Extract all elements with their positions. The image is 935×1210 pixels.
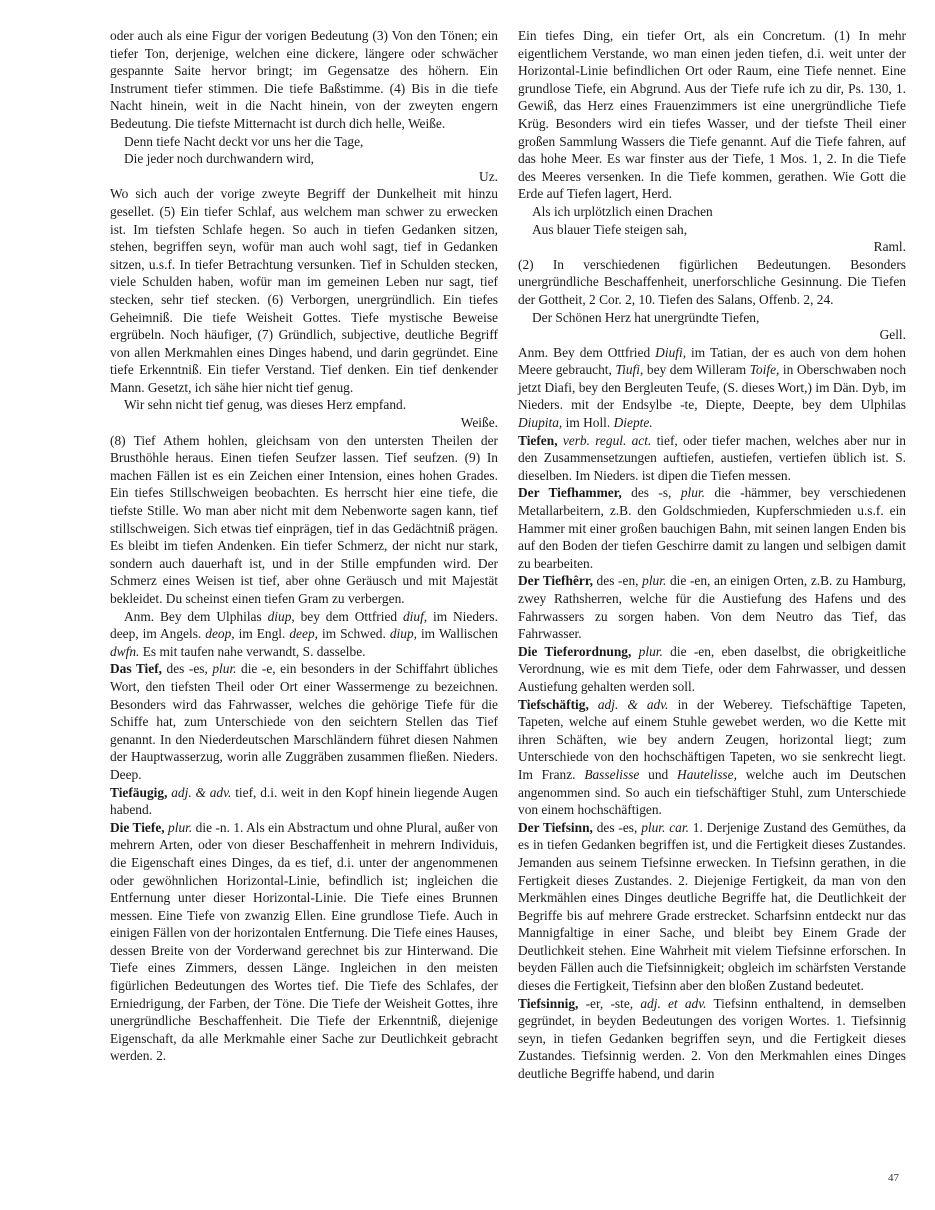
verse-source: Weiße.	[460, 415, 498, 431]
paragraph: Ein tiefes Ding, ein tiefer Ort, als ein Concretum. (1) In mehr eigentlichem Verstande, wo man einen jeden tiefen, d.i. weit unter der Horizontal-Linie befindlichen Ort oder Raum, eine Tiefe nennet. Eine grundlose Tiefe, ein Abgrund. Aus der Tiefe rufe ich zu dir, Ps. 130, 1. Gewiß, das Herz eines Frauenzimmers ist eine unergründliche Tiefe Krüg. Besonders wird ein tiefes Wasser, und der tiefste Theil einer großen Sammlung Wassers die Tiefe genannt. Auf die Tiefe fahren, auf das hohe Meer. Es war finster aus der Tiefe, 1 Mos. 1, 2. In die Tiefe des Meeres versenken. In die Tiefe kommen, gerathen. Wie Gott die Erde auf Tiefen lagert, Herd.	[518, 28, 906, 202]
annotation: Anm. Bey dem Ottfried Diufi, im Tatian, der es auch von dem hohen Meere gebraucht, Tiufi, bey dem Willeram Toife, in Oberschwaben noch jetzt Diafi, bey den Bergleuten Teufe, (S. dieses Wort,) im Dän. Dyb, im Nieders. mit der Endsylbe -te, Diepte, Deepte, bey dem Ulphilas Diupita, im Holl. Diepte.	[518, 344, 907, 431]
paragraph: (2) In verschiedenen figürlichen Bedeutungen. Besonders unergründliche Beschaffenheit, unerforschliche Gesinnung. Die Tiefen der Gottheit, 2 Cor. 2, 10. Tiefen des Salans, Offenb. 2, 24.	[518, 256, 906, 307]
verse-line: Die jeder noch durchwandern wird,	[124, 151, 314, 167]
entry-das-tief: Das Tief, des -es, plur. die -e, ein besonders in der Schiffahrt übliches Wort, den tiefsten Theil oder Ort einer Wassermenge zu bezeichnen. Besonders wird das Fahrwasser, welches die gehörige Tiefe für die Schiffe hat, zum Unterschiede von den seichtern Stellen das Tief genannt. In den Niederdeutschen Marschländern führet diesen Nahmen der Hauptwasserzug, worin alle Zuggräben zusammen fließen. Nieders. Deep.	[110, 661, 498, 782]
entry-tiefsinnig: Tiefsinnig, -er, -ste, adj. et adv. Tiefsinn enthaltend, in demselben gegründet, in beyden Bedeutungen des vorigen Wortes. 1. Tiefsinnig seyn, in tiefen Gedanken begriffen seyn, und die Fertigkeit dieses Zustandes. Tiefsinnig werden. 2. Von den Merkmahlen eines Dinges deutliche Begriffe habend, und darin	[518, 995, 906, 1082]
entry-headword: Das Tief,	[110, 661, 162, 677]
entry-headword: Tiefsinnig,	[518, 995, 579, 1011]
left-column	[110, 27, 498, 1065]
right-column	[518, 27, 906, 1083]
entry-headword: Die Tiefe,	[110, 819, 165, 835]
verse-line: Denn tiefe Nacht deckt vor uns her die Tage,	[124, 133, 364, 149]
verse-line: Wir sehn nicht tief genug, was dieses Herz empfand.	[124, 397, 407, 413]
annotation: Anm. Bey dem Ulphilas diup, bey dem Ottfried diuf, im Nieders. deep, im Angels. deop, im Engl. deep, im Schwed. diup, im Wallischen dwfn. Es mit taufen nahe verwandt, S. dasselbe.	[110, 608, 498, 659]
entry-headword: Tiefäugig,	[110, 784, 168, 800]
entry-headword: Der Tiefhêrr,	[518, 573, 593, 589]
verse-source: Raml.	[873, 239, 906, 255]
entry-tieferordnung: Die Tieferordnung, plur. die -en, eben daselbst, die obrigkeitliche Verordnung, wie es mit dem Tiefe, oder dem Fahrwasser, und dessen Austiefung gehalten werden soll.	[518, 643, 906, 694]
entry-tiefhammer: Der Tiefhammer, des -s, plur. die -hämmer, bey verschiedenen Metallarbeitern, z.B. den Goldschmieden, Kupferschmieden u.s.f. ein Hammer mit einer großen bauchigen Bahn, mit seinen langen Enden bis auf den Boden der tiefen Geschirre damit zu langen und selbigen damit zu bearbeiten.	[518, 485, 906, 571]
entry-tiefschaeftig: Tiefschäftig, adj. & adv. in der Weberey. Tiefschäftige Tapeten, Tapeten, welche auf einem Stuhle gewebet werden, wo die Kette mit ihren Schäften, wie bey andern Zeugen, horizontal liegt; zum Unterschiede von den hochschäftigen Tapeten, wo sie senkrecht liegt. Im Franz. Basselisse und Hautelisse, welche auch im Deutschen angenommen sind. So auch ein tiefschäftiger Stuhl, zum Unterschiede von einem hochschäftigen.	[518, 696, 906, 818]
entry-headword: Der Tiefsinn,	[518, 819, 593, 835]
entry-tiefen: Tiefen, verb. regul. act. tief, oder tiefer machen, welches aber nur in den Zusammensetzungen auftiefen, austiefen, vertiefen üblich ist. S. dieselben. Im Nieders. ist dipen die Tiefen messen.	[518, 432, 906, 483]
entry-headword: Tiefschäftig,	[518, 696, 589, 712]
entry-die-tiefe: Die Tiefe, plur. die -n. 1. Als ein Abstractum und ohne Plural, außer von mehrern Arten, oder von dieser Beschaffenheit in mehrern Individuis, die Eigenschaft eines Dinges, da es tief, d.i. unter der angenommenen oder gewöhnlichen Horizontal-Linie, befindlich ist; ingleichen die Entfernung unter dieser Horizontal-Linie. Die Tiefe eines Brunnen messen. Eine Tiefe von zwanzig Ellen. Eine grundlose Tiefe. Auch in einigen Fällen von der horizontalen Entfernung. Die Tiefe eines Hauses, dessen Breite von der Vorderwand gerechnet bis zur Hinterwand. Die Tiefe eines Zimmers, dessen Länge. Ingleichen in den meisten figürlichen Bedeutungen des Wortes tief. Die Tiefe des Schlafes, der Erniedrigung, der Farben, der Töne. Die Tiefe der Weisheit Gottes, ihre unergründliche Beschaffenheit. Die Tiefe der Erkenntniß, diejenige Eigenschaft, da alle Merkmahle einer Sache zur Deutlichkeit gebracht werden. 2.	[110, 819, 498, 1064]
entry-headword: Die Tieferordnung,	[518, 643, 632, 659]
verse-line: Als ich urplötzlich einen Drachen	[532, 203, 713, 219]
entry-headword: Der Tiefhammer,	[518, 485, 622, 501]
paragraph: Wo sich auch der vorige zweyte Begriff der Dunkelheit mit hinzu gesellet. (5) Ein tiefer Schlaf, aus welchem man schwer zu erwecken ist. Im tiefsten Schlafe hegen. So auch in tiefen Gedanken sitzen, stehen, begriffen seyn, wofür man auch wohl sagt, tief in Gedanken sitzen, u.s.f. In tiefer Betrachtung versunken. Tief in Schulden stecken, viele Schulden haben, wofür man im gemeinen Leben nur sagt, tief stecken, sehr tief stecken. (6) Verborgen, unergründlich. Ein tiefes Geheimniß. Die tiefe Weisheit Gottes. Tiefe mystische Beweise ergrübeln. Noch häufiger, (7) Gründlich, subjective, deutliche Begriff von allen Merkmahlen eines Dinges habend, und darin gegründet. Eine tiefe Erkenntniß. Ein tiefer Verstand. Tief denken. Ein tief denkender Mann. Gesetzt, ich sähe hier nicht tief genug.	[110, 186, 498, 395]
entry-tiefaeugig: Tiefäugig, adj. & adv. tief, d.i. weit in den Kopf hinein liegende Augen habend.	[110, 784, 499, 818]
entry-headword: Tiefen,	[518, 432, 558, 448]
entry-tiefsinn: Der Tiefsinn, des -es, plur. car. 1. Derjenige Zustand des Gemüthes, da es in tiefen Gedanken begriffen ist, und die Fertigkeit dieses Zustandes. Jemanden aus seinem Tiefsinne erwecken. In Tiefsinn gerathen, in die Fertigkeit dieses Zustandes. 2. Diejenige Fertigkeit, da man von den Merkmählen eines Dinges deutliche Begriffe hat, die Deutlichkeit der Begriffe bis auf mehrere Grade erstrecket. Scharfsinn entdeckt nur das Mannigfaltige in einer Sache, und bleibt bey Einem Grade der Deutlichkeit stehen. Eine Wahrheit mit vielem Tiefsinne erforschen. In beyden Fällen auch die Tiefsinnigkeit; obgleich im schärfsten Verstande dieses die Fertigkeit, Tiefsinn aber den bloßen Zustand bedeutet.	[518, 819, 906, 994]
verse-source: Uz.	[479, 168, 498, 184]
verse-source: Gell.	[879, 327, 906, 343]
verse-line: Aus blauer Tiefe steigen sah,	[532, 221, 688, 237]
entry-tiefherr: Der Tiefhêrr, des -en, plur. die -en, an einigen Orten, z.B. zu Hamburg, zwey Rathsherren, welche für die Austiefung des Hafens und des Fahrwassers zu sorgen haben. Von dem Neutro das Tief, das Fahrwasser.	[518, 573, 906, 642]
verse-line: Der Schönen Herz hat unergründte Tiefen,	[532, 309, 760, 325]
paragraph: (8) Tief Athem hohlen, gleichsam von den untersten Theilen der Brusthöhle heraus. Einen tiefen Seufzer lassen. Tief seufzen. (9) In machen Fällen ist es ein Zeichen einer Intension, eines hohen Grades. Ein tiefes Stillschweigen beobachten. Es herrscht hier eine tiefe, die tiefste Stille. Wo man aber nicht mit dem Nebenworte sagen kann, tief stillschweigen. Sich etwas tief einprägen, tief in das Gedächtniß prägen. Es bleibt im tiefen Andenken. Ein tiefer Schmerz, der nicht nur stark, sondern auch dauerhaft ist, und in der Stille empfunden wird. Der Schmerz eines Weisen ist tief, aber ohne Geräusch und mit Majestät bekleidet. Du scheinst einen tiefen Gram zu verbergen.	[110, 432, 498, 606]
paragraph: oder auch als eine Figur der vorigen Bedeutung (3) Von den Tönen; ein tiefer Ton, derjenige, welchen eine dickere, längere oder schwächer gespannte Saite hervor bringt; im Gegensatze des höhern. Ein Instrument tiefer stimmen. Die tiefe Baßstimme. (4) Bis in die tiefe Nacht hinein, weit in die Nacht hinein, von der zweyten engern Bedeutung. Die tiefste Mitternacht ist durch dich helle, Weiße.	[110, 28, 498, 131]
page-number: 47	[888, 1172, 899, 1184]
